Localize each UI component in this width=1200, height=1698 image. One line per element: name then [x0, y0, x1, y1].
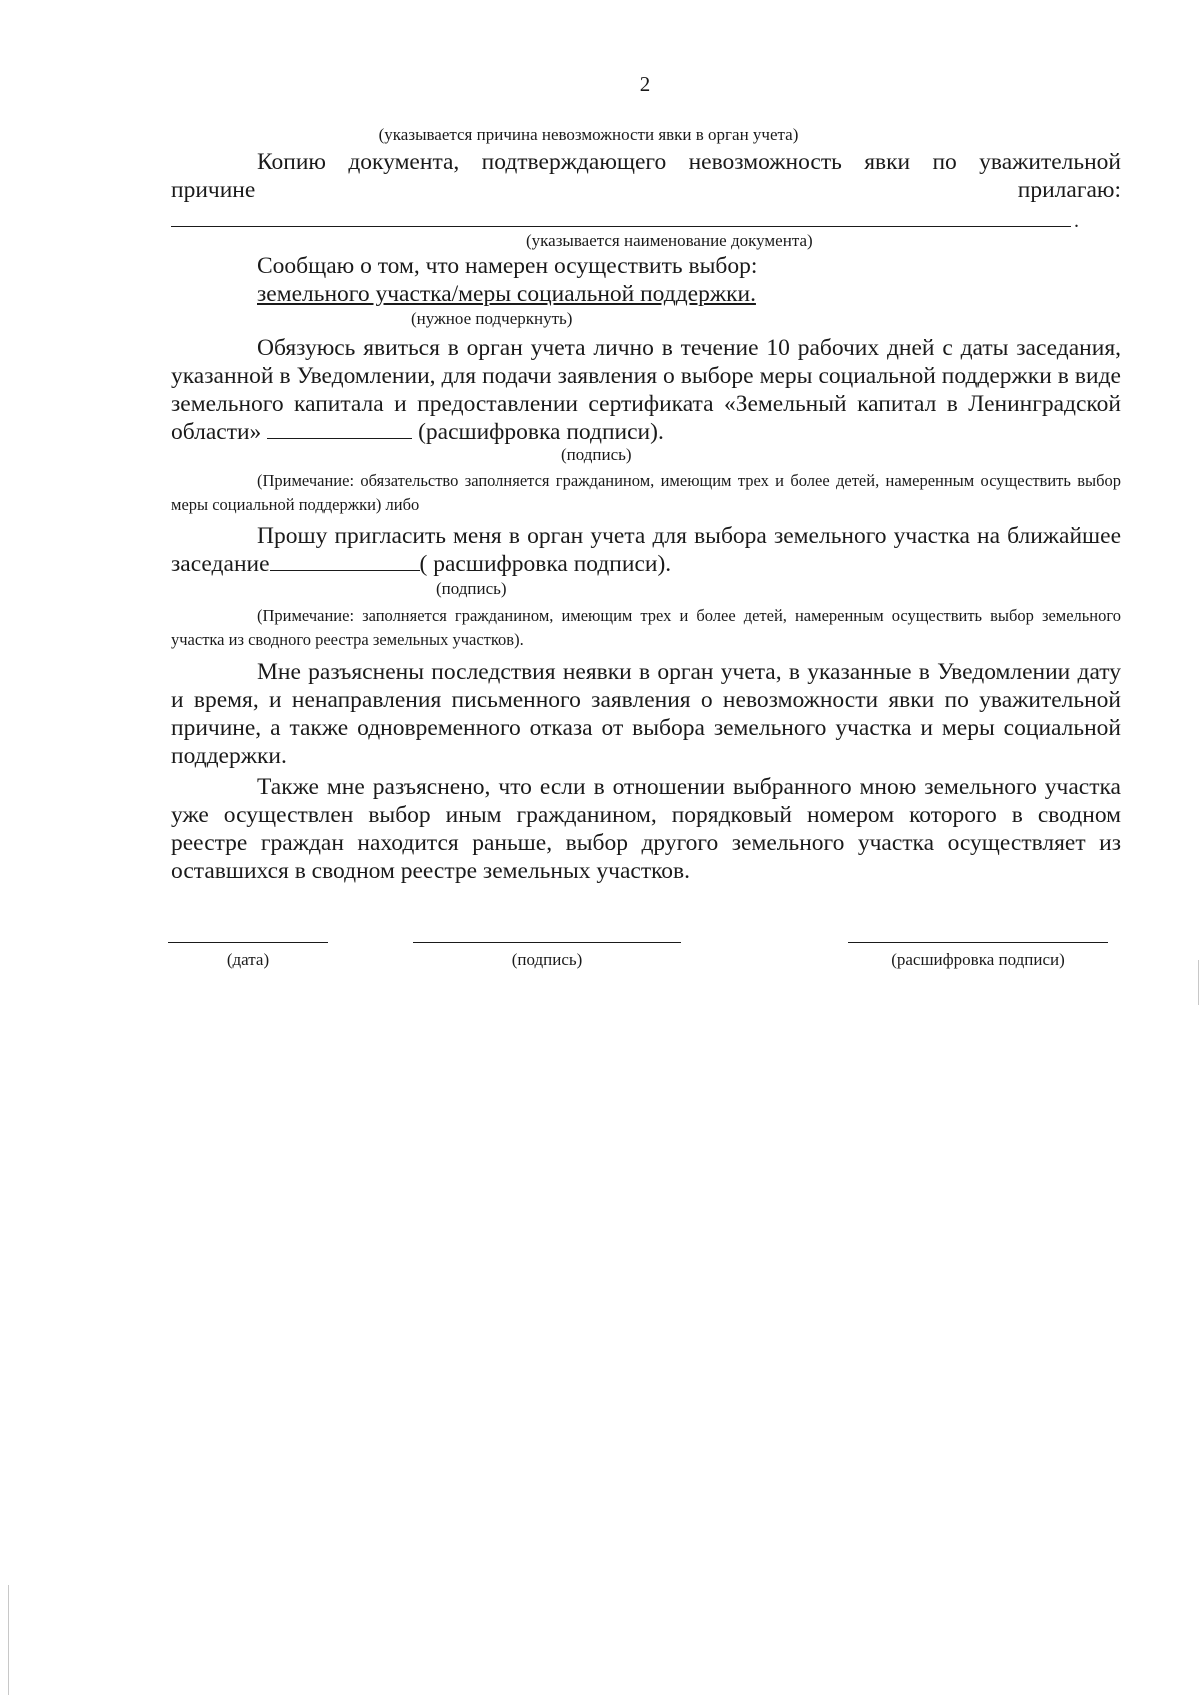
invite-text	[171, 522, 1121, 578]
signature-date	[168, 942, 328, 970]
document-body	[171, 124, 1121, 885]
signature-row	[168, 942, 1128, 1002]
choice-intro: Сообщаю о том, что намерен осуществить выбор:	[257, 253, 758, 279]
page-number: 2	[639, 72, 651, 96]
obligation-signature-blank	[267, 420, 412, 439]
signature-decode	[848, 942, 1108, 970]
invite-decode: ( расшифровка подписи).	[419, 551, 672, 577]
copy-doc-word-right: прилагаю:	[1017, 177, 1121, 203]
choice-options: земельного участка/меры социальной поддержки.	[257, 281, 756, 307]
obligation-text-main: Обязуюсь явиться в орган учета лично в течение 10 рабочих дней с даты заседания, указанной в Уведомлении, для подачи заявления о выборе меры социальной поддержки в виде земельного капитала и предоставлении сертификата «Земельный капитал в Ленинградской области»	[171, 335, 1121, 445]
obligation-text	[171, 334, 1121, 446]
caption-reason: (указывается причина невозможности явки в орган учета)	[378, 125, 799, 144]
signature-date-caption: (дата)	[226, 950, 270, 969]
document-name-line: .	[171, 204, 1071, 227]
signature-decode-caption: (расшифровка подписи)	[891, 950, 1065, 969]
choice-hint: (нужное подчеркнуть)	[411, 309, 573, 328]
explained-consequences: Мне разъяснены последствия неявки в орган учета, в указанные в Уведомлении дату и время, и ненаправления письменного заявления о невозможности явки по уважительной причине, а также одновременного отказа от выбора земельного участка и меры социальной поддержки.	[171, 659, 1121, 769]
obligation-decode: (расшифровка подписи).	[418, 419, 664, 445]
copy-doc-word-left: причине	[171, 177, 256, 203]
explained-choice: Также мне разъяснено, что если в отношении выбранного мною земельного участка уже осуществлен выбор иным гражданином, порядковый номером которого в сводном реестре граждан находится раньше, выбор другого земельного участка осуществляет из оставшихся в сводном реестре земельных участков.	[171, 774, 1121, 884]
invite-note: (Примечание: заполняется гражданином, имеющим трех и более детей, намеренным осуществить выбор земельного участка из сводного реестра земельных участков).	[171, 606, 1121, 649]
invite-text-main: Прошу пригласить меня в орган учета для выбора земельного участка на ближайшее заседание	[171, 523, 1121, 577]
invite-signature-blank	[270, 552, 420, 571]
caption-doc-name: (указывается наименование документа)	[526, 231, 813, 250]
signature-sign-caption: (подпись)	[511, 950, 583, 969]
invite-sign-caption: (подпись)	[436, 579, 507, 598]
copy-doc-line2	[171, 176, 1121, 204]
scan-edge-mark	[1198, 960, 1199, 1005]
copy-doc-line1: Копию документа, подтверждающего невозможность явки по уважительной	[257, 149, 1121, 175]
obligation-note: (Примечание: обязательство заполняется гражданином, имеющим трех и более детей, намеренным осуществить выбор меры социальной поддержки) либо	[171, 471, 1121, 514]
signature-sign	[413, 942, 681, 970]
obligation-sign-caption: (подпись)	[561, 445, 632, 464]
scan-edge-mark	[8, 1585, 9, 1695]
